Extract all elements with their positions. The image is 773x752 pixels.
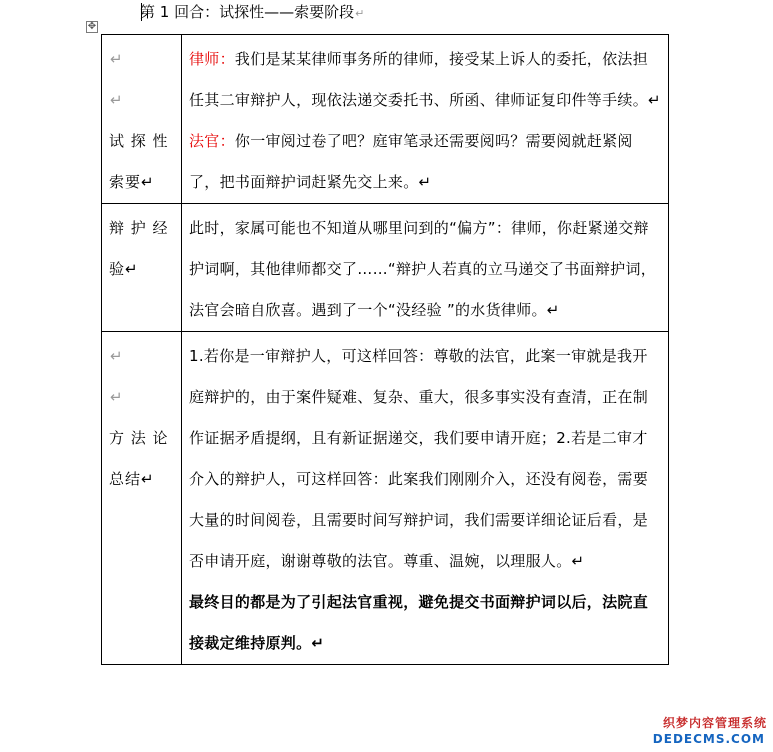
table-row-experience	[102, 204, 669, 332]
label-line: ↵	[110, 388, 124, 406]
experience-text: 此时，家属可能也不知道从哪里问到的“偏方”：律师，你赶紧递交辩护词啊，其他律师都交了……“辩护人若真的立马递交了书面辩护词，法官会暗自欣喜。遇到了一个“没经验 ”的水货律师。↵	[189, 219, 657, 319]
method-conclusion: 最终目的都是为了引起法官重视，避免提交书面辩护词以后，法院直接裁定维持原判。↵	[189, 593, 649, 652]
content-table	[101, 34, 669, 665]
table-move-handle-icon[interactable]: ✥	[87, 21, 97, 32]
row-label-cell[interactable]	[102, 332, 182, 665]
row-content-cell[interactable]	[182, 204, 669, 332]
label-line: 验↵	[109, 260, 139, 278]
label-line: 总结↵	[109, 470, 155, 488]
method-text: 1.若你是一审辩护人，可这样回答：尊敬的法官，此案一审就是我开庭辩护的，由于案件疑难、复杂、重大，很多事实没有查清，正在制作证据矛盾提纲，且有新证据递交，我们要申请开庭；2.若是二审才介入的辩护人，可这样回答：此案我们刚刚介入，还没有阅卷，需要大量的时间阅卷，且需要时间写辩护词，我们需要详细论证后看，是否申请开庭，谢谢尊敬的法官。尊重、温婉，以理服人。↵	[189, 347, 649, 570]
watermark-title: 织梦内容管理系统	[662, 716, 767, 730]
label-line: 方 法 论	[109, 429, 169, 447]
lawyer-statement-text: 我们是某某律师事务所的律师，接受某上诉人的委托，依法担任其二审辩护人，现依法递交委托书、所函、律师证复印件等手续。↵	[189, 50, 661, 109]
judge-statement	[189, 121, 662, 203]
row-content-cell[interactable]	[182, 332, 669, 665]
row-content-cell[interactable]	[182, 35, 669, 204]
row-label-cell[interactable]	[102, 35, 182, 204]
label-line: ↵	[110, 347, 124, 365]
label-line: 试 探 性	[109, 132, 169, 150]
watermark-site: DEDECMS.COM	[652, 732, 765, 746]
lawyer-statement	[189, 39, 662, 121]
row-label-cell[interactable]	[102, 204, 182, 332]
speaker-lawyer: 律师：	[189, 50, 235, 68]
table-row-probe	[102, 35, 669, 204]
label-line: 辩 护 经	[109, 219, 169, 237]
label-line: ↵	[110, 50, 124, 68]
label-line: ↵	[110, 91, 124, 109]
section-title-text: 第 1 回合：试探性——索要阶段	[140, 3, 355, 21]
speaker-judge: 法官：	[189, 132, 235, 150]
section-title	[140, 2, 364, 24]
label-line: 索要↵	[109, 173, 155, 191]
table-row-method	[102, 332, 669, 665]
judge-statement-text: 你一审阅过卷了吧？庭审笔录还需要阅吗？需要阅就赶紧阅了，把书面辩护词赶紧先交上来。↵	[189, 132, 633, 191]
paragraph-mark-icon: ↵	[355, 7, 365, 20]
